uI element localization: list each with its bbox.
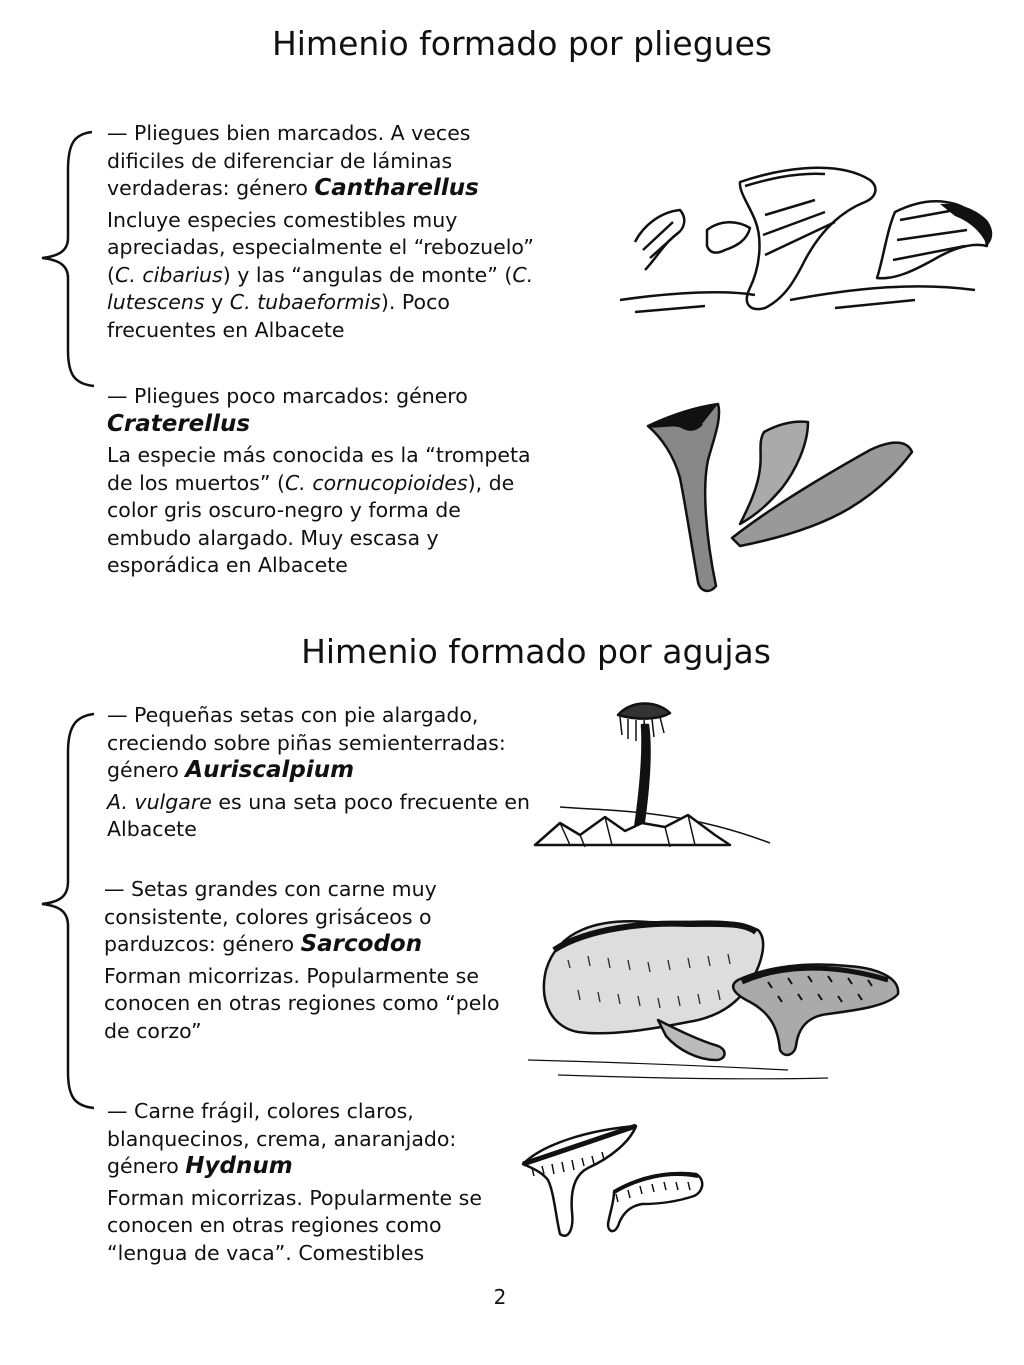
item-description: Forman micorrizas. Popularmente se conocen en otras regiones como “lengua de vaca”. Comestibles bbox=[107, 1185, 482, 1265]
item-description: Incluye especies comestibles muy apreciadas, especialmente el “rebozuelo” (C. cibarius) y las “angulas de monte” (C. lutescens y C. tubaeformis). Poco frecuentes en Albacete bbox=[107, 207, 534, 342]
cantharellus-illustration bbox=[615, 150, 1000, 325]
auriscalpium-illustration bbox=[530, 695, 780, 860]
item-lead: — Pequeñas setas con pie alargado, creciendo sobre piñas semienterradas: género Auriscalpium bbox=[107, 703, 506, 783]
section-title-pliegues: Himenio formado por pliegues bbox=[271, 24, 773, 63]
brace-pliegues-icon bbox=[36, 130, 96, 390]
item-craterellus bbox=[107, 383, 547, 580]
page-number: 2 bbox=[493, 1285, 507, 1309]
genus-name: Auriscalpium bbox=[185, 757, 355, 783]
item-description: Forman micorrizas. Popularmente se conocen en otras regiones como “pelo de corzo” bbox=[104, 963, 500, 1043]
item-lead: — Pliegues poco marcados: género Craterellus bbox=[107, 384, 468, 437]
item-lead: — Setas grandes con carne muy consistente, colores grisáceos o parduzcos: género Sarcodon bbox=[104, 877, 437, 957]
item-description: La especie más conocida es la “trompeta de los muertos” (C. cornucopioides), de color gris oscuro-negro y forma de embudo alargado. Muy escasa y esporádica en Albacete bbox=[107, 443, 531, 577]
genus-name: Craterellus bbox=[107, 410, 251, 437]
genus-name: Hydnum bbox=[185, 1153, 293, 1179]
hydnum-illustration bbox=[518, 1122, 713, 1247]
genus-name: Sarcodon bbox=[300, 931, 423, 957]
item-sarcodon bbox=[104, 876, 514, 1045]
item-auriscalpium bbox=[107, 702, 537, 844]
item-lead: — Carne frágil, colores claros, blanquecinos, crema, anaranjado: género Hydnum bbox=[107, 1099, 457, 1179]
item-cantharellus bbox=[107, 120, 547, 344]
craterellus-illustration bbox=[640, 398, 925, 598]
item-hydnum bbox=[107, 1098, 527, 1267]
brace-agujas-icon bbox=[36, 712, 96, 1112]
section-title-agujas: Himenio formado por agujas bbox=[301, 632, 771, 671]
item-description: A. vulgare es una seta poco frecuente en Albacete bbox=[107, 789, 531, 841]
genus-name: Cantharellus bbox=[314, 175, 479, 201]
item-lead: — Pliegues bien marcados. A veces dificiles de diferenciar de láminas verdaderas: género Cantharellus bbox=[107, 121, 479, 201]
sarcodon-illustration bbox=[528, 910, 923, 1090]
